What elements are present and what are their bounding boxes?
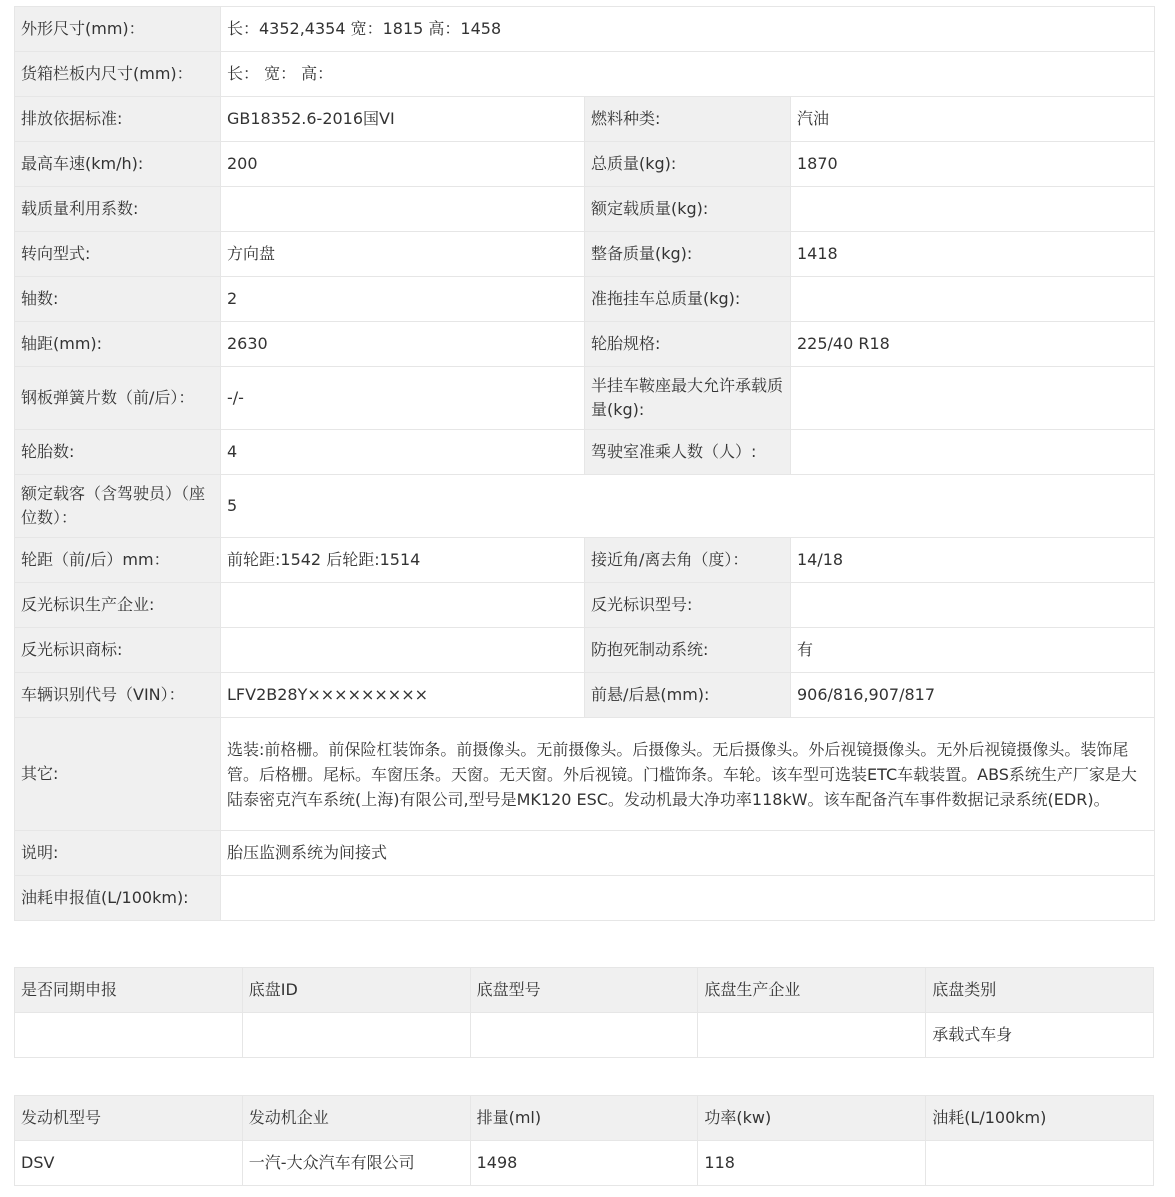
column-header: 油耗(L/100km) — [926, 1096, 1154, 1141]
note-value: 胎压监测系统为间接式 — [221, 831, 1155, 876]
axles-label: 轴数: — [15, 277, 221, 322]
table-row — [15, 1013, 1154, 1058]
spec-row — [15, 718, 1155, 831]
tire-count-label: 轮胎数: — [15, 430, 221, 475]
spec-row — [15, 322, 1155, 367]
trailer-mass-label: 准拖挂车总质量(kg): — [585, 277, 791, 322]
table-cell — [698, 1013, 926, 1058]
fuel-report-label: 油耗申报值(L/100km): — [15, 876, 221, 921]
column-header: 功率(kw) — [698, 1096, 926, 1141]
saddle-load-label: 半挂车鞍座最大允许承载质量(kg): — [585, 367, 791, 430]
reflector-maker-label: 反光标识生产企业: — [15, 583, 221, 628]
spec-row — [15, 538, 1155, 583]
spec-row — [15, 7, 1155, 52]
passengers-label: 额定载客（含驾驶员）（座位数）： — [15, 475, 221, 538]
vin-label: 车辆识别代号（VIN）： — [15, 673, 221, 718]
leaf-spring-label: 钢板弹簧片数（前/后）： — [15, 367, 221, 430]
rated-load-label: 额定载质量(kg): — [585, 187, 791, 232]
reflector-brand-label: 反光标识商标: — [15, 628, 221, 673]
curb-mass-label: 整备质量(kg): — [585, 232, 791, 277]
column-header: 底盘生产企业 — [698, 968, 926, 1013]
table-header-row — [15, 968, 1154, 1013]
table-cell: DSV — [15, 1141, 243, 1186]
angle-label: 接近角/离去角（度）： — [585, 538, 791, 583]
spec-row — [15, 97, 1155, 142]
table-cell — [15, 1013, 243, 1058]
spec-row — [15, 52, 1155, 97]
track-label: 轮距（前/后）mm： — [15, 538, 221, 583]
tire-spec-value: 225/40 R18 — [791, 322, 1155, 367]
trailer-mass-value — [791, 277, 1155, 322]
fuel-type-label: 燃料种类: — [585, 97, 791, 142]
column-header: 发动机型号 — [15, 1096, 243, 1141]
column-header: 底盘类别 — [926, 968, 1154, 1013]
cab-capacity-value — [791, 430, 1155, 475]
emission-label: 排放依据标准: — [15, 97, 221, 142]
reflector-maker-value — [221, 583, 585, 628]
note-label: 说明: — [15, 831, 221, 876]
total-mass-value: 1870 — [791, 142, 1155, 187]
spec-row — [15, 142, 1155, 187]
axles-value: 2 — [221, 277, 585, 322]
table-cell — [242, 1013, 470, 1058]
table-cell — [470, 1013, 698, 1058]
speed-value: 200 — [221, 142, 585, 187]
overhang-value: 906/816,907/817 — [791, 673, 1155, 718]
fuel-type-value: 汽油 — [791, 97, 1155, 142]
dims-label: 外形尺寸(mm)： — [15, 7, 221, 52]
vehicle-spec-table — [14, 6, 1155, 921]
other-value: 选装:前格栅。前保险杠装饰条。前摄像头。无前摄像头。后摄像头。无后摄像头。外后视镜摄像头。无外后视镜摄像头。装饰尾管。后格栅。尾标。车窗压条。天窗。无天窗。外后视镜。门槛饰条。车轮。该车型可选装ETC车载装置。ABS系统生产厂家是大陆泰密克汽车系统(上海)有限公司,型号是MK120 ESC。发动机最大净功率118kW。该车配备汽车事件数据记录系统(EDR)。 — [221, 718, 1155, 831]
table-row — [15, 1141, 1154, 1186]
curb-mass-value: 1418 — [791, 232, 1155, 277]
wheelbase-value: 2630 — [221, 322, 585, 367]
dims-value: 长：4352,4354 宽：1815 高：1458 — [221, 7, 1155, 52]
speed-label: 最高车速(km/h): — [15, 142, 221, 187]
other-label: 其它: — [15, 718, 221, 831]
cargo-value: 长： 宽： 高： — [221, 52, 1155, 97]
engine-table — [14, 1095, 1154, 1186]
tire-spec-label: 轮胎规格: — [585, 322, 791, 367]
abs-label: 防抱死制动系统: — [585, 628, 791, 673]
total-mass-label: 总质量(kg): — [585, 142, 791, 187]
column-header: 底盘ID — [242, 968, 470, 1013]
load-coef-label: 载质量利用系数: — [15, 187, 221, 232]
leaf-spring-value: -/- — [221, 367, 585, 430]
spec-row — [15, 475, 1155, 538]
table-cell: 118 — [698, 1141, 926, 1186]
column-header: 底盘型号 — [470, 968, 698, 1013]
track-value: 前轮距:1542 后轮距:1514 — [221, 538, 585, 583]
spec-row — [15, 628, 1155, 673]
spec-row — [15, 583, 1155, 628]
reflector-brand-value — [221, 628, 585, 673]
spec-row — [15, 673, 1155, 718]
chassis-table — [14, 967, 1154, 1058]
wheelbase-label: 轴距(mm): — [15, 322, 221, 367]
emission-value: GB18352.6-2016国VI — [221, 97, 585, 142]
table-cell: 1498 — [470, 1141, 698, 1186]
steering-label: 转向型式: — [15, 232, 221, 277]
column-header: 排量(ml) — [470, 1096, 698, 1141]
spec-row — [15, 876, 1155, 921]
tire-count-value: 4 — [221, 430, 585, 475]
spec-row — [15, 367, 1155, 430]
reflector-model-value — [791, 583, 1155, 628]
passengers-value: 5 — [221, 475, 1155, 538]
load-coef-value — [221, 187, 585, 232]
angle-value: 14/18 — [791, 538, 1155, 583]
overhang-label: 前悬/后悬(mm): — [585, 673, 791, 718]
table-cell: 一汽-大众汽车有限公司 — [242, 1141, 470, 1186]
spec-row — [15, 831, 1155, 876]
table-cell: 承载式车身 — [926, 1013, 1154, 1058]
cargo-label: 货箱栏板内尺寸(mm)： — [15, 52, 221, 97]
fuel-report-value — [221, 876, 1155, 921]
spec-row — [15, 430, 1155, 475]
abs-value: 有 — [791, 628, 1155, 673]
table-cell — [926, 1141, 1154, 1186]
reflector-model-label: 反光标识型号: — [585, 583, 791, 628]
vin-value: LFV2B28Y××××××××× — [221, 673, 585, 718]
saddle-load-value — [791, 367, 1155, 430]
spec-row — [15, 277, 1155, 322]
steering-value: 方向盘 — [221, 232, 585, 277]
spec-row — [15, 232, 1155, 277]
column-header: 是否同期申报 — [15, 968, 243, 1013]
column-header: 发动机企业 — [242, 1096, 470, 1141]
table-header-row — [15, 1096, 1154, 1141]
cab-capacity-label: 驾驶室准乘人数（人）: — [585, 430, 791, 475]
spec-row — [15, 187, 1155, 232]
rated-load-value — [791, 187, 1155, 232]
